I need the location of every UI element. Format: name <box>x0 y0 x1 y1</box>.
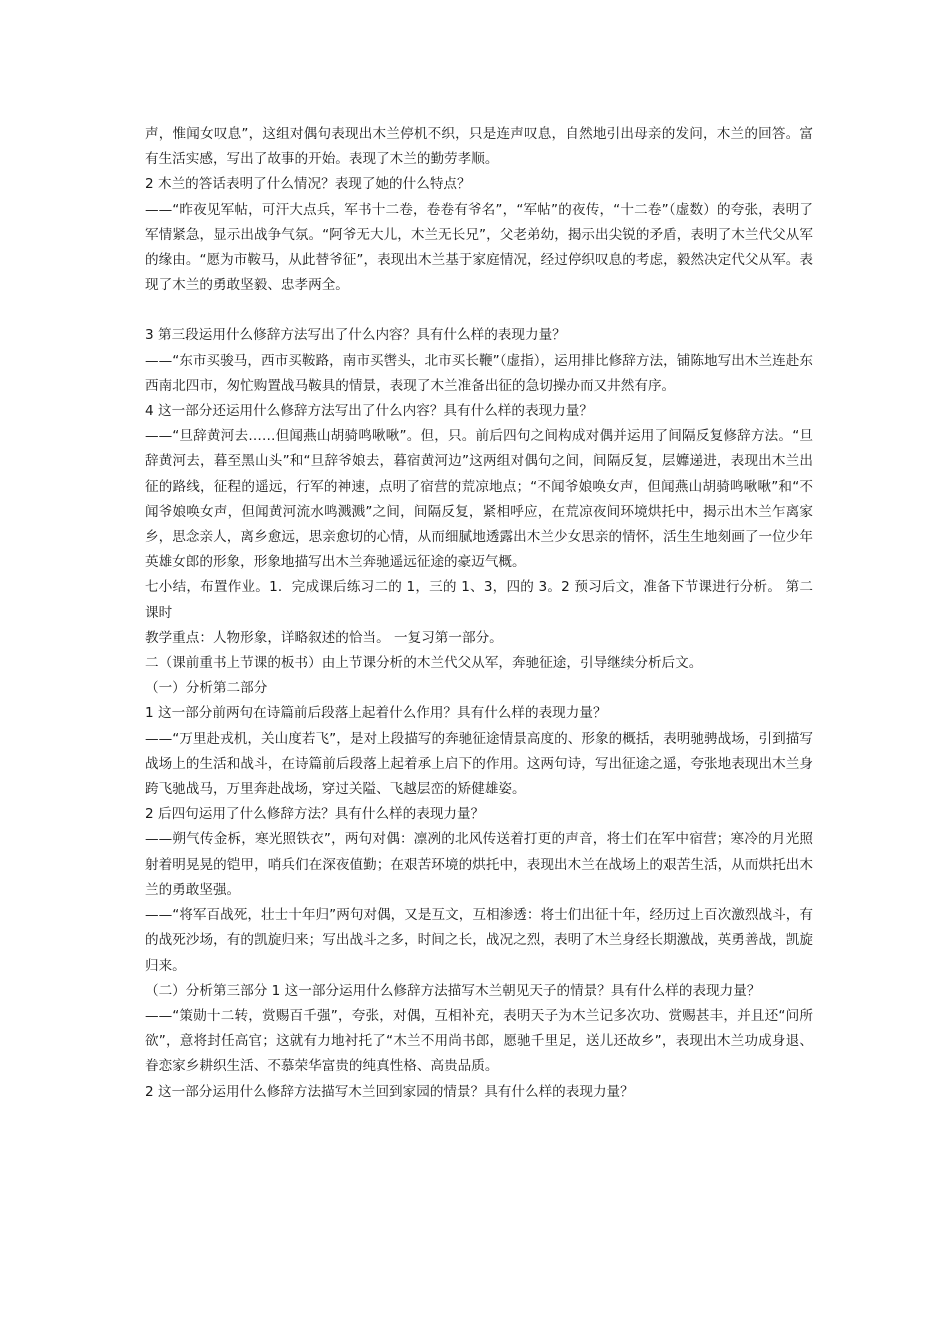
answer-3: ——“东市买骏马，西市买鞍路，南市买辔头，北市买长鞭”（虚指），运用排比修辞方法，铺陈地写出木兰连赴东西南北四市，匆忙购置战马鞍具的情景，表现了木兰准备出征的急切操办而又井然有序。 <box>145 352 813 394</box>
part-two-answer-2b: ——“将军百战死，壮士十年归”两句对偶，又是互文，互相渗透：将士们出征十年，经历过上百次激烈战斗，有的战死沙场，有的凯旋归来；写出战斗之多，时间之长，战况之烈，表明了木兰身经长期激战，英勇善战，凯旋归来。 <box>145 907 813 974</box>
question-3: 3 第三段运用什么修辞方法写出了什么内容？具有什么样的表现力量？ <box>145 327 566 344</box>
summary-homework: 七小结，布置作业。1．完成课后练习二的 1，三的 1、3，四的 3。2 预习后文，准备下节课进行分析。 第二课时 <box>145 579 813 621</box>
part-three-question-2: 2 这一部分运用什么修辞方法描写木兰回到家园的情景？具有什么样的表现力量？ <box>145 1083 634 1100</box>
part-two-question-2: 2 后四句运用了什么修辞方法？具有什么样的表现力量？ <box>145 806 485 823</box>
document-page <box>145 122 813 1105</box>
part-three-question-1: （二）分析第三部分 1 这一部分运用什么修辞方法描写木兰朝见天子的情景？具有什么样的表现力量？ <box>145 982 761 999</box>
teaching-focus: 教学重点：人物形象，详略叙述的恰当。 一复习第一部分。 <box>145 629 503 646</box>
part-three-answer-1: ——“策勋十二转，赏赐百千强”，夸张，对偶，互相补充，表明天子为木兰记多次功、赏赐甚丰，并且还“问所欲”，意将封任高官；这就有力地衬托了“木兰不用尚书郎，愿驰千里足，送儿还故乡”，表现出木兰功成身退、眷恋家乡耕织生活、不慕荣华富贵的纯真性格、高贵品质。 <box>145 1007 813 1075</box>
answer-4: ——“旦辞黄河去……但闻燕山胡骑鸣啾啾”。但，只。前后四句之间构成对偶并运用了间隔反复修辞方法。“旦辞黄河去，暮至黑山头”和“旦辞爷娘去，暮宿黄河边”这两组对偶句之间，间隔反复，层孊递进，表现出木兰出征的路线，征程的遥远，行军的神速，点明了宿营的荒凉地点；“不闻爷娘唤女声，但闻燕山胡骑鸣啾啾”和“不闻爷娘唤女声，但闻黄河流水鸣溅溅”之间，间隔反复，紧相呼应，在荒凉夜间环境烘托中，揭示出木兰乍离家乡，思念亲人，离乡愈远，思亲愈切的心情，从而细腻地透露出木兰少女思亲的情怀，活生生地刻画了一位少年英雄女郎的形象，形象地描写出木兰奔驰遥远征途的豪迈气概。 <box>145 428 813 571</box>
question-2: 2 木兰的答话表明了什么情况？表现了她的什么特点？ <box>145 176 471 193</box>
section-two-intro: 二（课前重书上节课的板书）由上节课分析的木兰代父从军，奔驰征途，引导继续分析后文。 <box>145 655 703 672</box>
answer-2: ——“昨夜见军帖，可汗大点兵，军书十二卷，卷卷有爷名”，“军帖”的夜传，“十二卷”（虚数）的夸张，表明了军情紧急，显示出战争气氛。“阿爷无大儿，木兰无长兄”，父老弟幼，揭示出尖锐的矛盾，表明了木兰代父从军的缘由。“愿为市鞍马，从此替爷征”，表现出木兰基于家庭情况，经过停织叹息的考虑，毅然决定代父从军。表现了木兰的勇敢坚毅、忠孝两全。 <box>145 201 813 294</box>
part-two-answer-2a: ——朔气传金柝，寒光照铁衣”，两句对偶：凛冽的北风传送着打更的声音，将士们在军中宿营；寒冷的月光照射着明晃晃的铠甲，哨兵们在深夜值勤；在艰苦环境的烘托中，表现出木兰在战场上的艰苦生活，从而烘托出木兰的勇敢坚强。 <box>145 831 813 898</box>
question-4: 4 这一部分还运用什么修辞方法写出了什么内容？具有什么样的表现力量？ <box>145 403 593 420</box>
part-two-question-1: 1 这一部分前两句在诗篇前后段落上起着什么作用？具有什么样的表现力量？ <box>145 705 607 722</box>
part-two-heading: （一）分析第二部分 <box>145 680 268 697</box>
part-two-answer-1: ——“万里赴戎机，关山度若飞”，是对上段描写的奔驰征途情景高度的、形象的概括，表明驰骋战场，引到描写战场上的生活和战斗，在诗篇前后段落上起着承上启下的作用。这两句诗，写出征途之遥，夸张地表现出木兰身跨飞驰战马，万里奔赴战场，穿过关隘、飞越层峦的矫健雄姿。 <box>145 730 813 798</box>
paragraph-1: 声，惟闻女叹息”，这组对偶句表现出木兰停机不织，只是连声叹息，自然地引出母亲的发问，木兰的回答。富有生活实感，写出了故事的开始。表现了木兰的勤劳孝顺。 <box>145 126 813 168</box>
